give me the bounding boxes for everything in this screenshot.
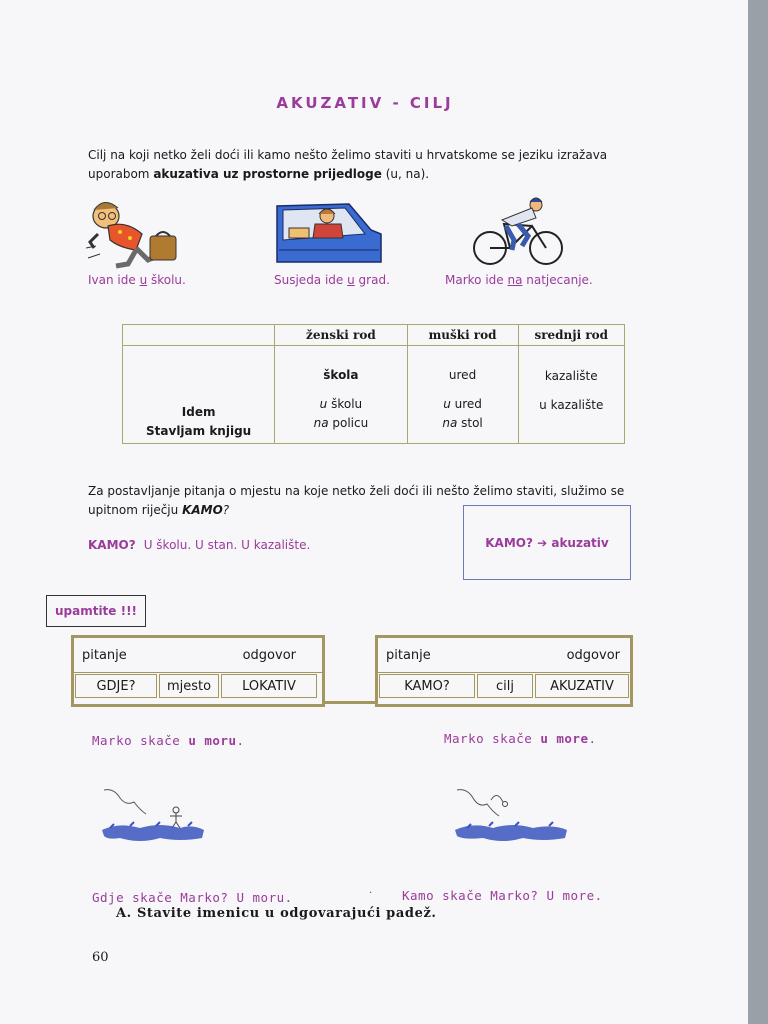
akuzativ-box — [375, 635, 633, 707]
cell-lokativ: LOKATIV — [221, 674, 317, 698]
cell-cilj: cilj — [477, 674, 533, 698]
intro-text-end: (u, na). — [381, 167, 430, 181]
cell-kamo: KAMO? — [379, 674, 475, 698]
table-corner — [123, 325, 275, 346]
lokativ-pitanje: pitanje — [82, 647, 127, 663]
swimmer-in-sea-icon — [100, 786, 206, 846]
remember-label: upamtite !!! — [46, 595, 146, 627]
sentence-u-more: Marko skače u more. — [444, 731, 597, 746]
car-driver-icon — [275, 200, 383, 264]
header-zenski: ženski rod — [275, 325, 407, 346]
cell-srednji: kazalište u kazalište — [518, 346, 624, 444]
cell-zenski: škola u školu na policu — [275, 346, 407, 444]
page-title: AKUZATIV - CILJ — [276, 94, 454, 112]
sentence-u-moru: Marko skače u moru. — [92, 733, 245, 748]
cyclist-icon — [472, 196, 564, 268]
question-gdje: Gdje skače Marko? U moru. — [92, 890, 293, 905]
intro-text: Cilj na koji netko želi doći ili kamo nešto želimo staviti u hrvatskome se jeziku izražava uporabom — [88, 148, 608, 181]
question-paragraph: Za postavljanje pitanja o mjestu na koje netko želi doći ili nešto želimo staviti, služimo se upitnom riječju KAMO? — [88, 484, 625, 517]
akuzativ-pitanje: pitanje — [386, 647, 431, 663]
question-kamo: Kamo skače Marko? U more. — [402, 888, 603, 903]
table-row — [123, 346, 625, 444]
kamo-rule-box: KAMO? ➔ akuzativ — [463, 505, 631, 580]
exercise-instruction: A. Stavite imenicu u odgovarajući padež. — [116, 906, 437, 921]
intro-paragraph — [88, 146, 648, 184]
running-boy-icon — [86, 198, 182, 272]
row-label: Idem Stavljam knjigu — [123, 346, 275, 444]
table-header-row — [123, 325, 625, 346]
lokativ-odgovor: odgovor — [242, 647, 296, 663]
cell-akuzativ: AKUZATIV — [535, 674, 629, 698]
akuzativ-odgovor: odgovor — [566, 647, 620, 663]
page-number: 60 — [92, 950, 109, 965]
cell-muski: ured u ured na stol — [407, 346, 518, 444]
lokativ-box — [71, 635, 325, 707]
cell-gdje: GDJE? — [75, 674, 157, 698]
separator-dot: · — [369, 888, 373, 899]
intro-bold: akuzativa uz prostorne prijedloge — [153, 167, 382, 181]
header-srednji: srednji rod — [518, 325, 624, 346]
header-muski: muški rod — [407, 325, 518, 346]
kamo-example: KAMO? U školu. U stan. U kazalište. — [88, 538, 311, 552]
cell-mjesto: mjesto — [159, 674, 219, 698]
jump-into-sea-icon — [453, 786, 571, 846]
declension-table — [122, 324, 625, 444]
caption-ivan: Ivan ide u školu. — [88, 273, 186, 287]
caption-susjeda: Susjeda ide u grad. — [274, 273, 390, 287]
caption-marko: Marko ide na natjecanje. — [445, 273, 593, 287]
